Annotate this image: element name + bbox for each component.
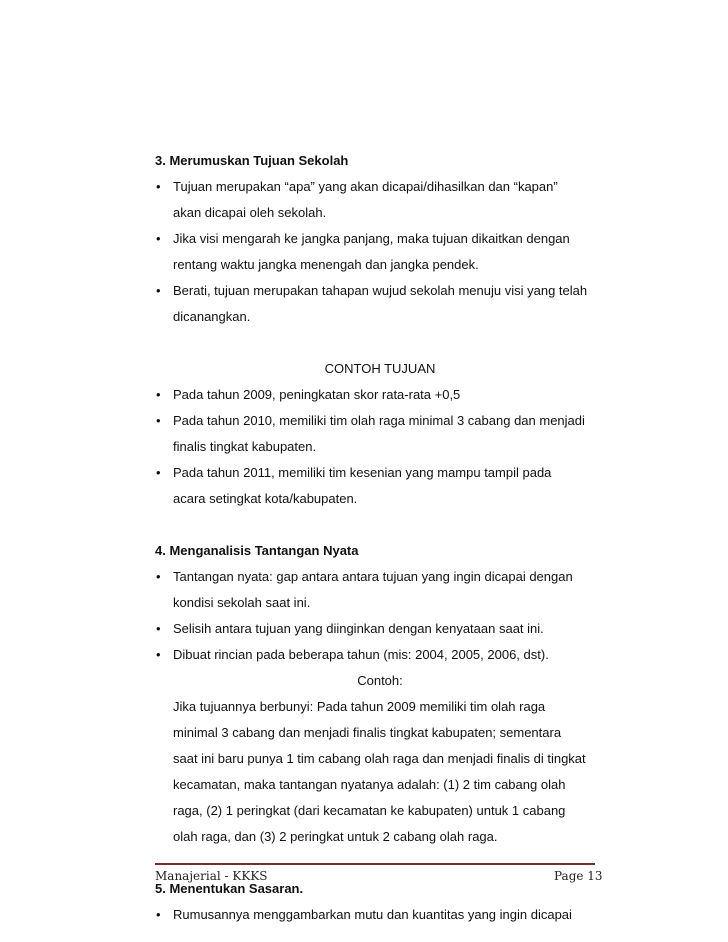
bullet-list bbox=[155, 564, 605, 668]
list-item-text: Jika visi mengarah ke jangka panjang, maka tujuan dikaitkan dengan bbox=[173, 231, 570, 246]
list-item-text: Berati, tujuan merupakan tahapan wujud sekolah menuju visi yang telah bbox=[173, 283, 588, 298]
list-item-text: Dibuat rincian pada beberapa tahun (mis: 2004, 2005, 2006, dst). bbox=[173, 647, 549, 662]
page-content bbox=[155, 148, 605, 928]
list-item bbox=[155, 174, 605, 226]
list-item-text: Pada tahun 2011, memiliki tim kesenian yang mampu tampil pada bbox=[173, 465, 552, 480]
footer-rule bbox=[155, 863, 595, 865]
example-line: raga, (2) 1 peringkat (dari kecamatan ke kabupaten) untuk 1 cabang bbox=[173, 803, 566, 818]
bullet-icon: • bbox=[156, 387, 161, 402]
list-item-text: kondisi sekolah saat ini. bbox=[173, 595, 311, 610]
section-heading: 4. Menganalisis Tantangan Nyata bbox=[155, 543, 359, 558]
list-item bbox=[155, 382, 605, 408]
list-item bbox=[155, 278, 605, 330]
list-item-text: Tujuan merupakan “apa” yang akan dicapai/dihasilkan dan “kapan” bbox=[173, 179, 558, 194]
section-heading: 3. Merumuskan Tujuan Sekolah bbox=[155, 153, 349, 168]
list-item-text: finalis tingkat kabupaten. bbox=[173, 439, 317, 454]
example-line: olah raga, dan (3) 2 peringkat untuk 2 cabang olah raga. bbox=[173, 829, 498, 844]
bullet-icon: • bbox=[156, 283, 161, 298]
bullet-icon: • bbox=[156, 465, 161, 480]
list-item-text: Tantangan nyata: gap antara antara tujuan yang ingin dicapai dengan bbox=[173, 569, 573, 584]
bullet-icon: • bbox=[156, 231, 161, 246]
list-item bbox=[155, 226, 605, 278]
list-item-text: Pada tahun 2009, peningkatan skor rata-rata +0,5 bbox=[173, 387, 461, 402]
bullet-list bbox=[155, 382, 605, 512]
bullet-icon: • bbox=[156, 621, 161, 636]
section-subtitle: CONTOH TUJUAN bbox=[324, 361, 436, 376]
list-item bbox=[155, 408, 605, 460]
bullet-list bbox=[155, 902, 605, 928]
bullet-icon: • bbox=[156, 907, 161, 922]
section-heading: 5. Menentukan Sasaran. bbox=[155, 881, 304, 896]
bullet-icon: • bbox=[156, 413, 161, 428]
list-item-text: dicanangkan. bbox=[173, 309, 251, 324]
list-item-text: acara setingkat kota/kabupaten. bbox=[173, 491, 358, 506]
example-line: Jika tujuannya berbunyi: Pada tahun 2009 memiliki tim olah raga bbox=[173, 699, 546, 714]
contoh-label: Contoh: bbox=[357, 673, 403, 688]
page-number: Page 13 bbox=[554, 869, 603, 883]
list-item bbox=[155, 642, 605, 668]
list-item-text: Selisih antara tujuan yang diinginkan dengan kenyataan saat ini. bbox=[173, 621, 544, 636]
bullet-icon: • bbox=[156, 569, 161, 584]
list-item-text: rentang waktu jangka menengah dan jangka pendek. bbox=[173, 257, 479, 272]
bullet-icon: • bbox=[156, 179, 161, 194]
list-item bbox=[155, 564, 605, 616]
footer-title: Manajerial - KKKS bbox=[155, 869, 268, 883]
list-item-text: akan dicapai oleh sekolah. bbox=[173, 205, 327, 220]
list-item-text: Pada tahun 2010, memiliki tim olah raga minimal 3 cabang dan menjadi bbox=[173, 413, 585, 428]
bullet-icon: • bbox=[156, 647, 161, 662]
bullet-list bbox=[155, 174, 605, 330]
example-line: saat ini baru punya 1 tim cabang olah raga dan menjadi finalis di tingkat bbox=[173, 751, 586, 766]
list-item-text: Rumusannya menggambarkan mutu dan kuantitas yang ingin dicapai bbox=[173, 907, 572, 922]
example-paragraph bbox=[155, 694, 605, 850]
example-line: kecamatan, maka tantangan nyatanya adalah: (1) 2 tim cabang olah bbox=[173, 777, 566, 792]
list-item bbox=[155, 616, 605, 642]
list-item bbox=[155, 460, 605, 512]
list-item bbox=[155, 902, 605, 928]
example-line: minimal 3 cabang dan menjadi finalis tingkat kabupaten; sementara bbox=[173, 725, 562, 740]
